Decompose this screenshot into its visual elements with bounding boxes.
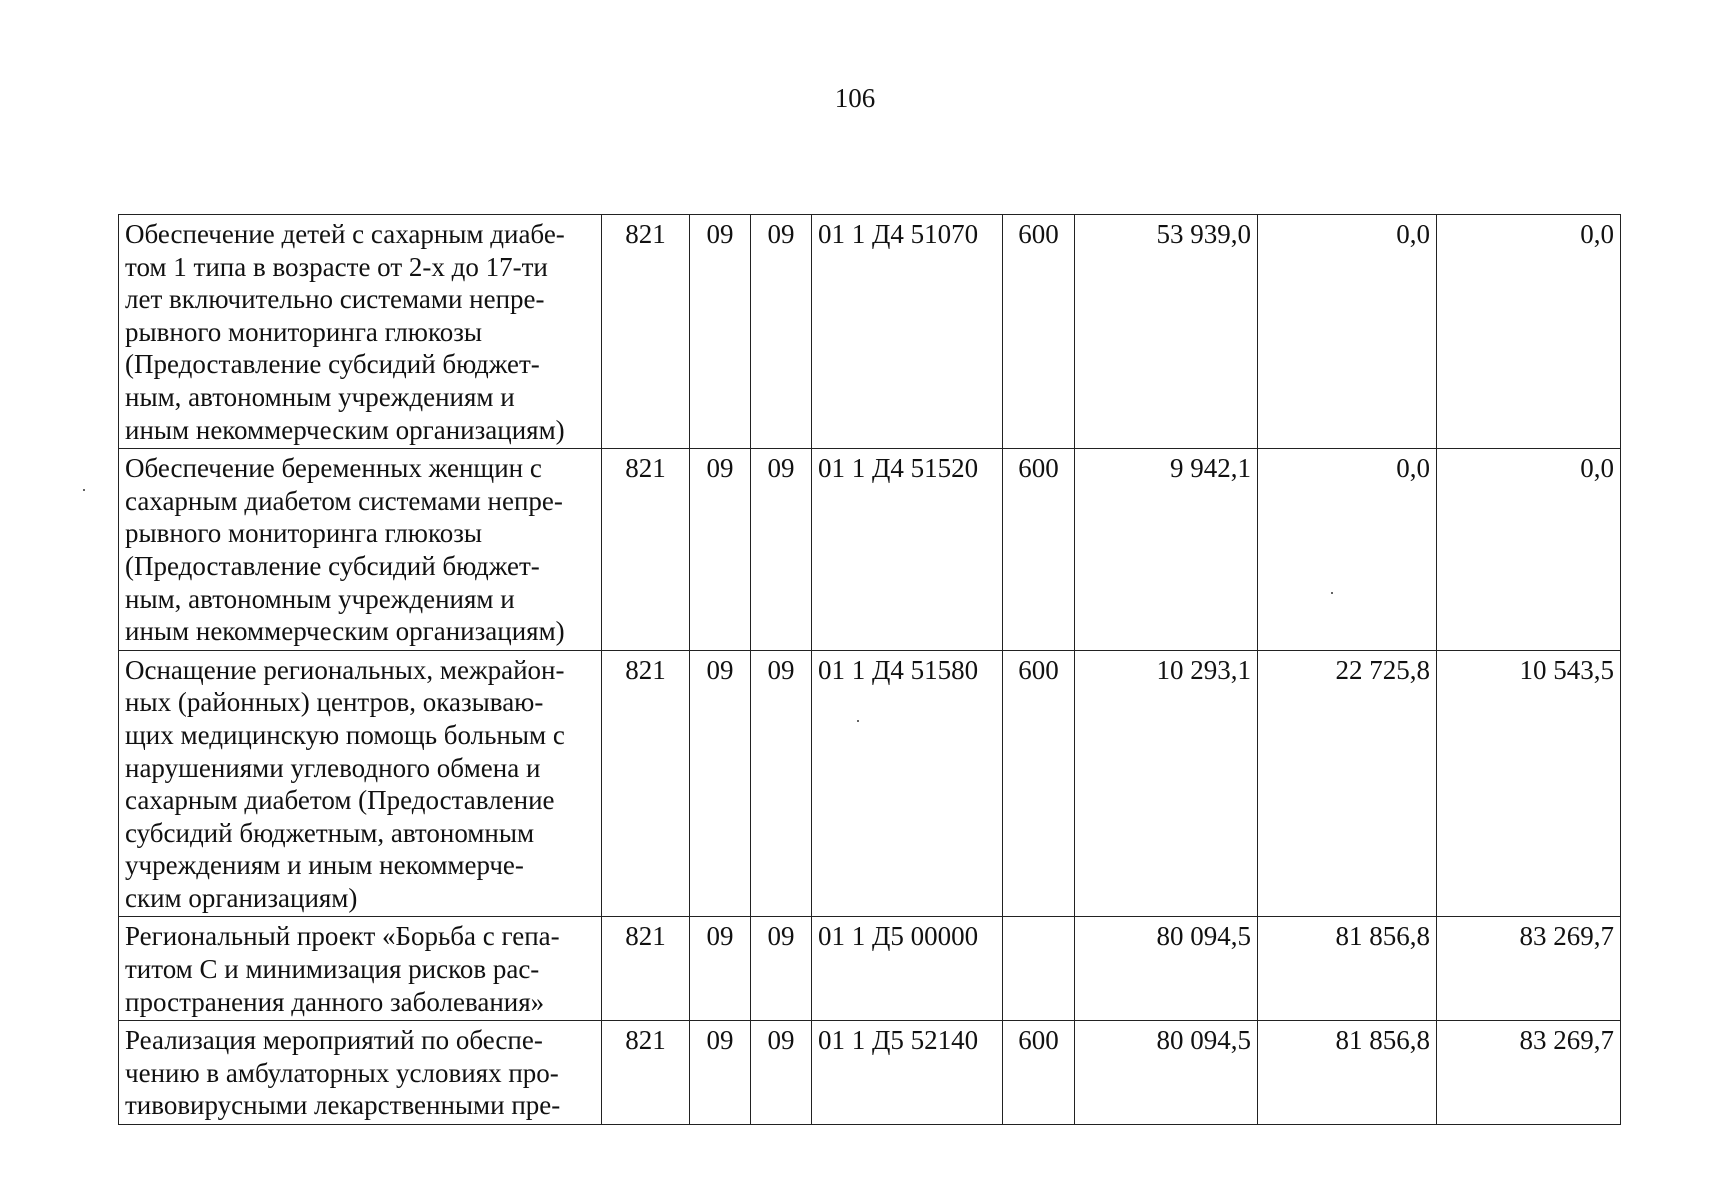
table-row [119, 449, 1621, 651]
target-item-cell: 01 1 Д5 52140 [812, 1021, 1003, 1125]
subsection-code-cell: 09 [751, 917, 812, 1021]
expense-type-cell: 600 [1003, 650, 1075, 917]
expense-type-cell [1003, 917, 1075, 1021]
amount-1-cell: 80 094,5 [1075, 1021, 1258, 1125]
target-item-cell: 01 1 Д4 51520 [812, 449, 1003, 651]
expense-name-cell [119, 1021, 602, 1125]
expense-name-line: рывного мониторинга глюкозы [125, 316, 483, 347]
ministry-code-cell: 821 [602, 215, 690, 449]
table-row [119, 215, 1621, 449]
expense-name-line: Реализация мероприятий по обеспе- [125, 1025, 543, 1056]
expense-name-line: нарушениями углеводного обмена и [125, 752, 541, 783]
expense-name-line: учреждениям и иным некоммерче- [125, 850, 524, 881]
target-item-cell: 01 1 Д4 51070 [812, 215, 1003, 449]
expense-name-line: (Предоставление субсидий бюджет- [125, 349, 540, 380]
amount-1-cell: 53 939,0 [1075, 215, 1258, 449]
expense-name-line: тивовирусными лекарственными пре- [125, 1090, 561, 1121]
expense-name-line: иным некоммерческим организациям) [125, 414, 565, 445]
section-code-cell: 09 [690, 1021, 751, 1125]
expense-name-line: ным, автономным учреждениям и [125, 381, 515, 412]
expense-type-cell: 600 [1003, 1021, 1075, 1125]
expense-name-cell [119, 917, 602, 1021]
expense-name-cell [119, 449, 602, 651]
section-code-cell: 09 [690, 215, 751, 449]
scan-speck [1331, 592, 1333, 594]
ministry-code-cell: 821 [602, 650, 690, 917]
expense-name-line: Оснащение региональных, межрайон- [125, 654, 565, 685]
expense-name-line: пространения данного заболевания» [125, 986, 545, 1017]
amount-2-cell: 81 856,8 [1258, 1021, 1437, 1125]
amount-2-cell: 0,0 [1258, 449, 1437, 651]
expense-name-line: сахарным диабетом (Предоставление [125, 785, 555, 816]
target-item-cell: 01 1 Д4 51580 [812, 650, 1003, 917]
budget-table [118, 214, 1621, 1125]
ministry-code-cell: 821 [602, 1021, 690, 1125]
table-row [119, 917, 1621, 1021]
ministry-code-cell: 821 [602, 917, 690, 1021]
section-code-cell: 09 [690, 917, 751, 1021]
expense-name-line: Обеспечение детей с сахарным диабе- [125, 219, 565, 249]
expense-name-cell [119, 215, 602, 449]
subsection-code-cell: 09 [751, 449, 812, 651]
section-code-cell: 09 [690, 650, 751, 917]
section-code-cell: 09 [690, 449, 751, 651]
scan-speck [857, 720, 859, 722]
target-item-cell: 01 1 Д5 00000 [812, 917, 1003, 1021]
table-row [119, 1021, 1621, 1125]
subsection-code-cell: 09 [751, 215, 812, 449]
expense-name-line: щих медицинскую помощь больным с [125, 719, 565, 750]
subsection-code-cell: 09 [751, 1021, 812, 1125]
expense-name-cell [119, 650, 602, 917]
amount-2-cell: 22 725,8 [1258, 650, 1437, 917]
amount-3-cell: 83 269,7 [1437, 1021, 1621, 1125]
expense-name-line: ским организациям) [125, 882, 358, 913]
amount-1-cell: 80 094,5 [1075, 917, 1258, 1021]
expense-type-cell: 600 [1003, 215, 1075, 449]
expense-name-line: иным некоммерческим организациям) [125, 616, 565, 647]
amount-1-cell: 9 942,1 [1075, 449, 1258, 651]
table-row [119, 650, 1621, 917]
scan-speck [83, 489, 85, 491]
amount-3-cell: 0,0 [1437, 215, 1621, 449]
expense-name-line: титом С и минимизация рисков рас- [125, 954, 540, 985]
expense-name-line: рывного мониторинга глюкозы [125, 518, 483, 549]
table-body [119, 215, 1621, 1125]
subsection-code-cell: 09 [751, 650, 812, 917]
ministry-code-cell: 821 [602, 449, 690, 651]
amount-3-cell: 10 543,5 [1437, 650, 1621, 917]
amount-2-cell: 0,0 [1258, 215, 1437, 449]
expense-name-line: лет включительно системами непре- [125, 284, 545, 315]
amount-3-cell: 83 269,7 [1437, 917, 1621, 1021]
expense-name-line: Региональный проект «Борьба с гепа- [125, 921, 560, 952]
expense-name-line: (Предоставление субсидий бюджет- [125, 550, 540, 581]
page-number: 106 [834, 83, 876, 113]
expense-name-line: ным, автономным учреждениям и [125, 583, 515, 614]
expense-name-line: чению в амбулаторных условиях про- [125, 1057, 559, 1088]
expense-name-line: сахарным диабетом системами непре- [125, 485, 563, 516]
amount-3-cell: 0,0 [1437, 449, 1621, 651]
expense-name-line: субсидий бюджетным, автономным [125, 817, 535, 848]
amount-1-cell: 10 293,1 [1075, 650, 1258, 917]
expense-type-cell: 600 [1003, 449, 1075, 651]
expense-name-line: том 1 типа в возрасте от 2-х до 17-ти [125, 251, 548, 282]
amount-2-cell: 81 856,8 [1258, 917, 1437, 1021]
expense-name-line: ных (районных) центров, оказываю- [125, 687, 544, 718]
expense-name-line: Обеспечение беременных женщин с [125, 453, 542, 484]
